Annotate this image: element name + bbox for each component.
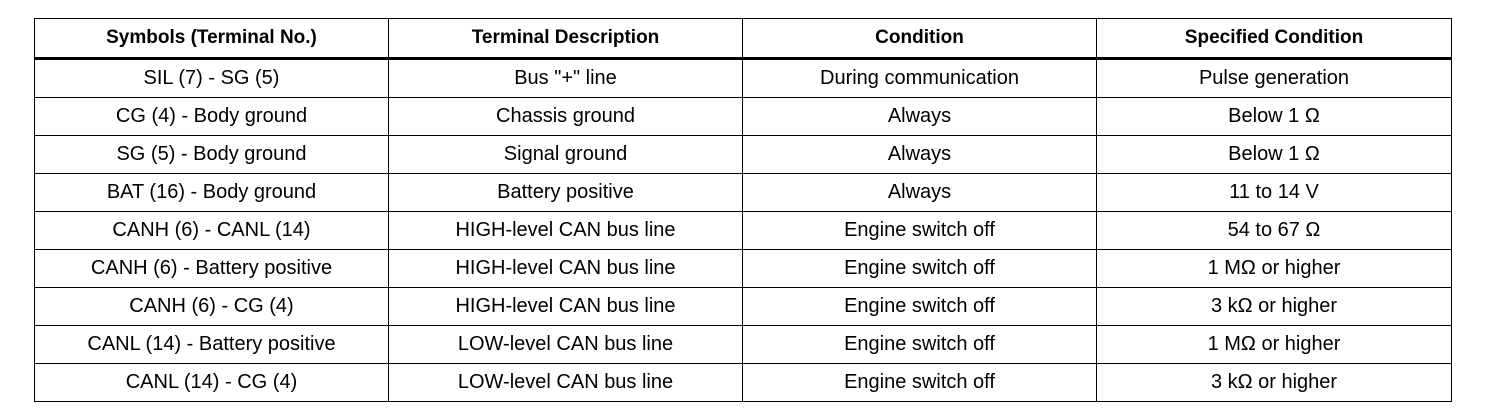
header-symbols: Symbols (Terminal No.): [35, 19, 389, 59]
cell-symbols: SG (5) - Body ground: [35, 136, 389, 174]
table-row: [35, 288, 1452, 326]
cell-symbols: CANL (14) - CG (4): [35, 364, 389, 402]
cell-symbols: SIL (7) - SG (5): [35, 59, 389, 98]
header-condition: Condition: [743, 19, 1097, 59]
cell-terminal-description: Bus "+" line: [389, 59, 743, 98]
cell-specified-condition: 11 to 14 V: [1097, 174, 1452, 212]
cell-condition: Engine switch off: [743, 288, 1097, 326]
cell-terminal-description: HIGH-level CAN bus line: [389, 212, 743, 250]
cell-terminal-description: LOW-level CAN bus line: [389, 326, 743, 364]
cell-symbols: CANH (6) - CG (4): [35, 288, 389, 326]
cell-specified-condition: 1 MΩ or higher: [1097, 250, 1452, 288]
cell-symbols: CANL (14) - Battery positive: [35, 326, 389, 364]
cell-specified-condition: 3 kΩ or higher: [1097, 288, 1452, 326]
cell-condition: Always: [743, 174, 1097, 212]
cell-specified-condition: 3 kΩ or higher: [1097, 364, 1452, 402]
cell-condition: Engine switch off: [743, 364, 1097, 402]
table-row: [35, 250, 1452, 288]
cell-symbols: CANH (6) - CANL (14): [35, 212, 389, 250]
cell-specified-condition: Pulse generation: [1097, 59, 1452, 98]
cell-condition: Always: [743, 98, 1097, 136]
cell-terminal-description: Signal ground: [389, 136, 743, 174]
cell-condition: Always: [743, 136, 1097, 174]
header-terminal-description: Terminal Description: [389, 19, 743, 59]
table-body: [35, 59, 1452, 402]
cell-specified-condition: Below 1 Ω: [1097, 98, 1452, 136]
table-header: [35, 19, 1452, 59]
cell-specified-condition: 54 to 67 Ω: [1097, 212, 1452, 250]
header-specified-condition: Specified Condition: [1097, 19, 1452, 59]
table-row: [35, 326, 1452, 364]
terminal-spec-table: [34, 18, 1452, 402]
cell-condition: During communication: [743, 59, 1097, 98]
table-row: [35, 98, 1452, 136]
cell-terminal-description: HIGH-level CAN bus line: [389, 250, 743, 288]
cell-symbols: CANH (6) - Battery positive: [35, 250, 389, 288]
table-row: [35, 212, 1452, 250]
cell-terminal-description: Battery positive: [389, 174, 743, 212]
cell-symbols: BAT (16) - Body ground: [35, 174, 389, 212]
cell-terminal-description: LOW-level CAN bus line: [389, 364, 743, 402]
cell-terminal-description: Chassis ground: [389, 98, 743, 136]
cell-symbols: CG (4) - Body ground: [35, 98, 389, 136]
cell-terminal-description: HIGH-level CAN bus line: [389, 288, 743, 326]
table-row: [35, 364, 1452, 402]
cell-specified-condition: Below 1 Ω: [1097, 136, 1452, 174]
cell-condition: Engine switch off: [743, 326, 1097, 364]
table-row: [35, 174, 1452, 212]
cell-condition: Engine switch off: [743, 250, 1097, 288]
cell-condition: Engine switch off: [743, 212, 1097, 250]
cell-specified-condition: 1 MΩ or higher: [1097, 326, 1452, 364]
header-row: [35, 19, 1452, 59]
table-row: [35, 136, 1452, 174]
table-row: [35, 59, 1452, 98]
